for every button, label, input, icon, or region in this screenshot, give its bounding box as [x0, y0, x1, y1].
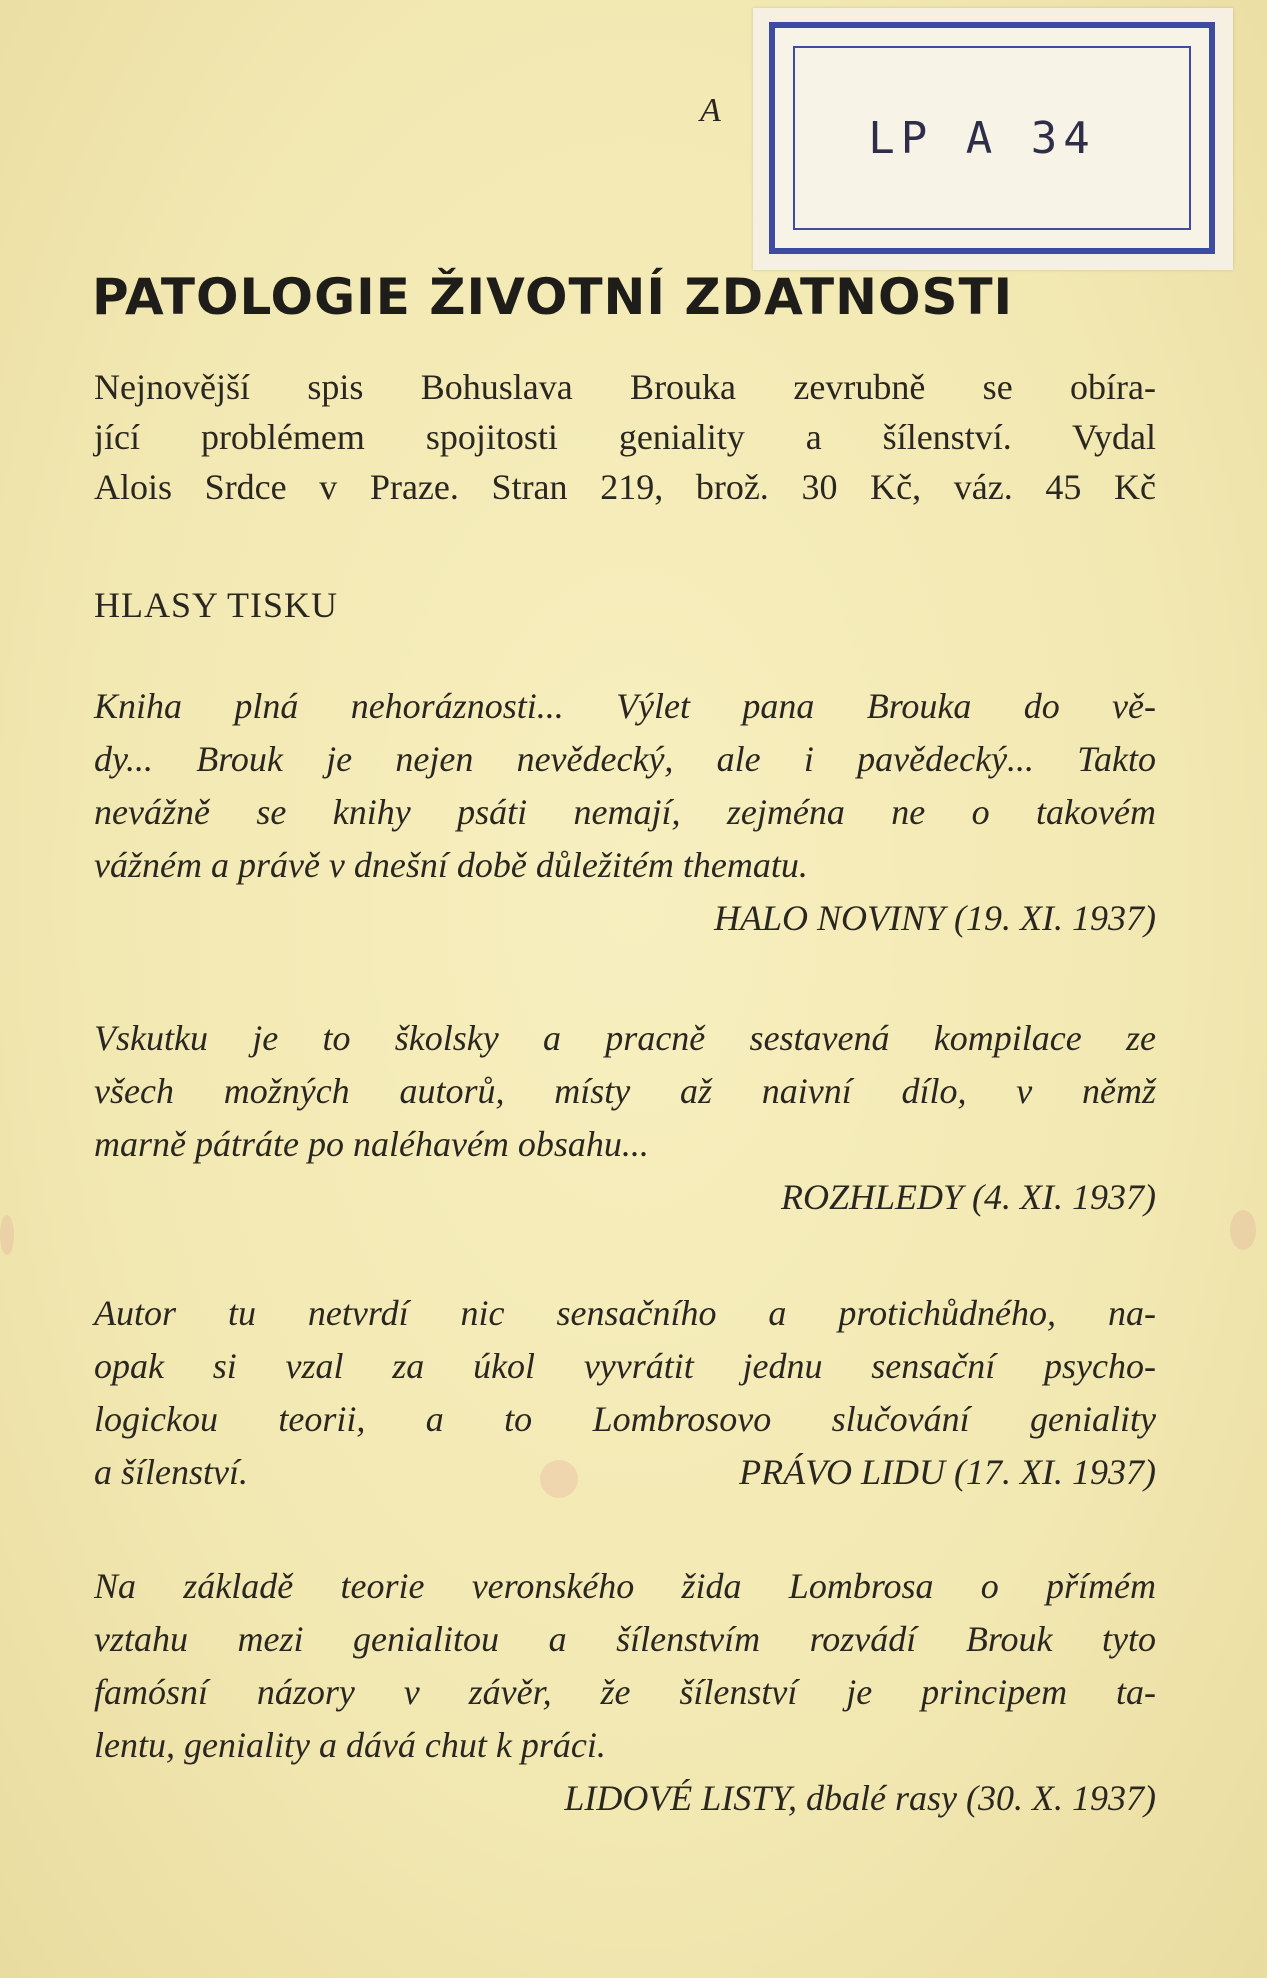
review-source: PRÁVO LIDU (17. XI. 1937)	[739, 1452, 1156, 1492]
review-line: lentu, geniality a dává chut k práci.	[94, 1725, 606, 1765]
stamp-shelf-code: LP A 34	[868, 112, 1096, 164]
review-line: Kniha plná nehoráznosti... Výlet pana Brouka do vě-	[94, 686, 1156, 726]
review-line: Vskutku je to školsky a pracně sestavená kompilace ze	[94, 1018, 1156, 1058]
review-line: logickou teorii, a to Lombrosovo slučování geniality	[94, 1399, 1156, 1439]
review-line: vztahu mezi genialitou a šílenstvím rozvádí Brouk tyto	[94, 1619, 1156, 1659]
library-stamp-label	[753, 8, 1233, 270]
stamp-inner-border	[793, 46, 1191, 230]
review-line: marně pátráte po naléhavém obsahu...	[94, 1124, 649, 1164]
review-line: opak si vzal za úkol vyvrátit jednu sensační psycho-	[94, 1346, 1156, 1386]
press-review	[94, 1012, 1156, 1224]
intro-line: Nejnovější spis Bohuslava Brouka zevrubně se obíra-	[94, 367, 1156, 407]
review-last-line	[94, 1446, 1156, 1499]
review-line: famósní názory v závěr, že šílenství je principem ta-	[94, 1672, 1156, 1712]
review-line: a šílenství.	[94, 1452, 248, 1492]
review-line: Na základě teorie veronského žida Lombrosa o přímém	[94, 1566, 1156, 1606]
press-review	[94, 1560, 1156, 1825]
intro-line: Alois Srdce v Praze. Stran 219, brož. 30 Kč, váz. 45 Kč	[94, 467, 1156, 507]
review-source: LIDOVÉ LISTY, dbalé rasy (30. X. 1937)	[564, 1778, 1156, 1818]
review-line: vážném a právě v dnešní době důležitém thematu.	[94, 845, 808, 885]
press-review	[94, 1287, 1156, 1499]
intro-paragraph	[94, 362, 1156, 512]
press-review	[94, 680, 1156, 945]
review-source: HALO NOVINY (19. XI. 1937)	[714, 898, 1156, 938]
press-reviews-heading: HLASY TISKU	[94, 585, 339, 625]
review-source: ROZHLEDY (4. XI. 1937)	[781, 1177, 1156, 1217]
book-title-heading: PATOLOGIE ŽIVOTNÍ ZDATNOSTI	[92, 268, 1014, 326]
intro-line: jící problémem spojitosti geniality a šílenství. Vydal	[94, 417, 1156, 457]
corner-mark: A	[700, 92, 721, 129]
review-line: dy... Brouk je nejen nevědecký, ale i pavědecký... Takto	[94, 739, 1156, 779]
stamp-outer-border	[769, 22, 1215, 254]
review-line: Autor tu netvrdí nic sensačního a protichůdného, na-	[94, 1293, 1156, 1333]
review-line: nevážně se knihy psáti nemají, zejména ne o takovém	[94, 792, 1156, 832]
review-line: všech možných autorů, místy až naivní dílo, v němž	[94, 1071, 1156, 1111]
stain	[1230, 1210, 1256, 1250]
stain	[0, 1215, 14, 1255]
